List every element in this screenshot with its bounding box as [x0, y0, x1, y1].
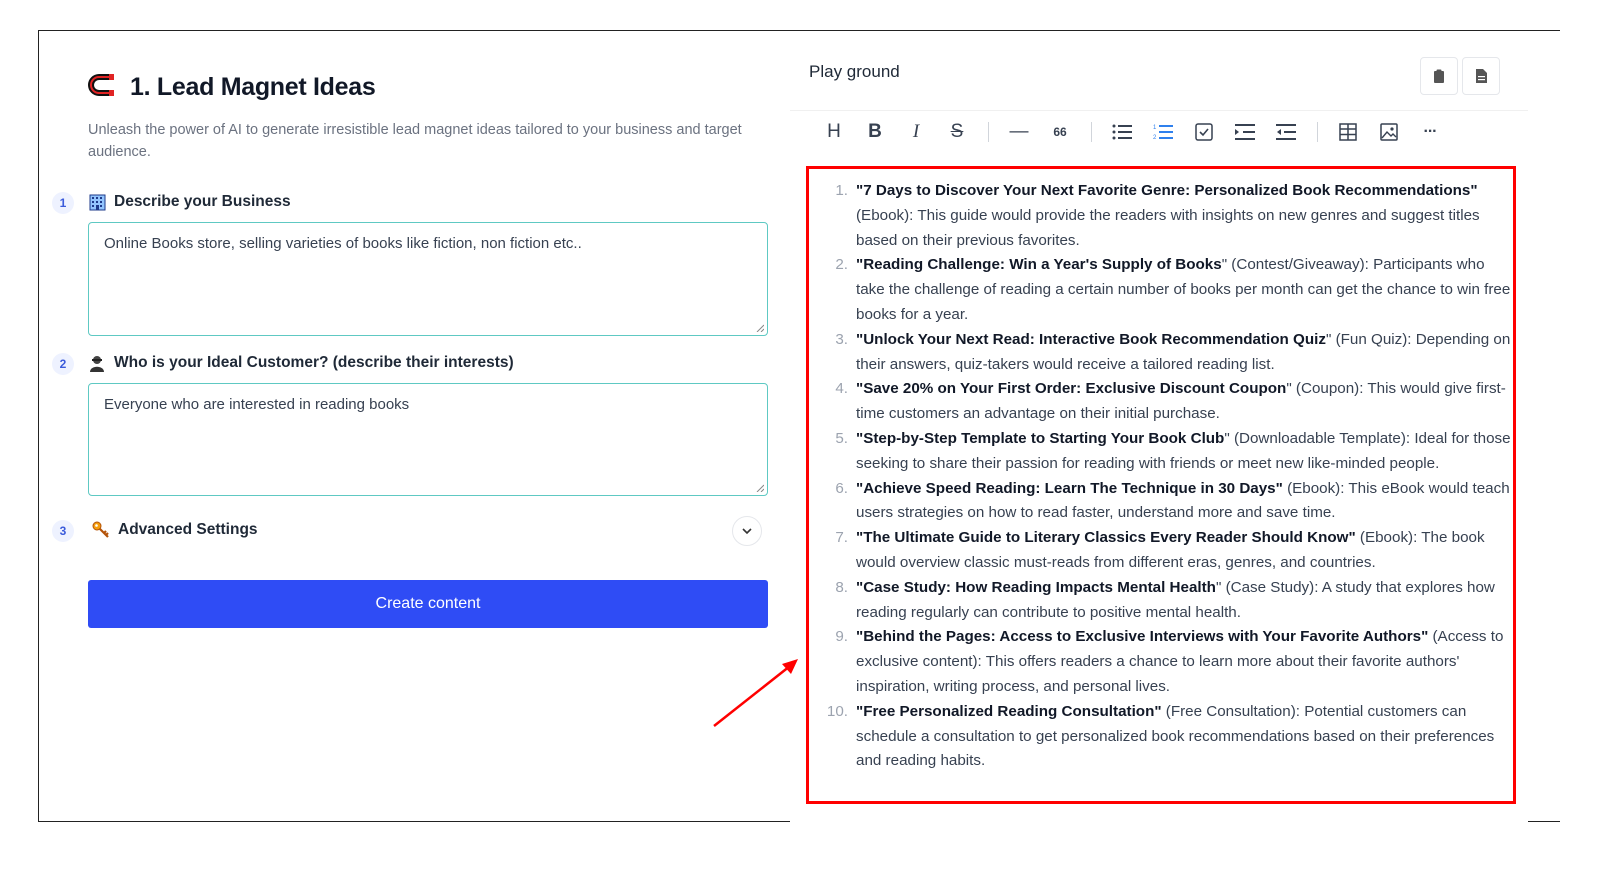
outdent-icon[interactable]: [1270, 116, 1302, 148]
step-number: 2: [52, 353, 74, 375]
resize-grip-icon[interactable]: [756, 484, 764, 492]
list-item-number: 8.: [835, 578, 848, 596]
list-item-number: 1.: [835, 182, 848, 199]
playground-title: Play ground: [809, 62, 900, 81]
svg-text:1: 1: [1153, 125, 1157, 131]
playground-panel: [790, 40, 1528, 822]
list-item-number: 4.: [835, 380, 848, 398]
list-item-number: 5.: [835, 429, 848, 447]
create-content-button[interactable]: Create content: [88, 580, 768, 628]
document-icon: [1476, 69, 1487, 83]
strikethrough-icon[interactable]: S: [950, 121, 964, 142]
list-item-description: " (Contest/Giveaway): Participants who take the challenge of reading a certain number of books per month can get the chance to win free books for a year.: [856, 256, 1511, 323]
list-item-title: "Save 20% on Your First Order: Exclusive Discount Coupon: [856, 380, 1287, 398]
quote-icon[interactable]: 66: [1053, 125, 1067, 139]
list-item-title: "Step-by-Step Template to Starting Your Book Club: [856, 429, 1225, 447]
list-item[interactable]: [822, 576, 1512, 626]
page-subtitle: Unleash the power of AI to generate irresistible lead magnet ideas tailored to your business and target audience.: [88, 122, 742, 160]
image-icon[interactable]: [1373, 116, 1405, 148]
list-item[interactable]: [822, 526, 1512, 576]
list-item-description: (Ebook): The book would overview classic must-reads from different eras, genres, and countries.: [856, 529, 1485, 571]
list-item-number: 9.: [835, 628, 848, 646]
step-1: [52, 192, 291, 214]
toolbar-separator: [1091, 122, 1092, 142]
ideal-customer-value: Everyone who are interested in reading books: [104, 396, 410, 413]
list-item-description: (Ebook): This eBook would teach users strategies on how to read faster, understand more and save time.: [856, 479, 1510, 522]
list-item-number: 2.: [835, 256, 848, 274]
list-item[interactable]: [822, 179, 1512, 253]
editor-toolbar: [818, 116, 1455, 148]
step-label: Who is your Ideal Customer? (describe their interests): [114, 354, 514, 371]
bullet-list-icon[interactable]: [1106, 116, 1138, 148]
lead-magnet-form: [59, 70, 768, 612]
list-item[interactable]: [822, 377, 1512, 427]
list-item-description: " (Fun Quiz): Depending on their answers, quiz-takers would receive a tailored reading list.: [856, 330, 1511, 373]
list-item[interactable]: [822, 328, 1512, 378]
step-label: Describe your Business: [114, 193, 291, 210]
ideal-customer-input[interactable]: [88, 383, 768, 496]
list-item-description: " (Downloadable Template): Ideal for those seeking to share their passion for reading with friends or meet new like-minded people.: [856, 429, 1511, 472]
resize-grip-icon[interactable]: [756, 324, 764, 332]
svg-text:2: 2: [1153, 135, 1157, 141]
magnet-icon: [88, 70, 118, 105]
list-item-description: (Free Consultation): Potential customers can schedule a consultation to get personalized book recommendations based on their preferences and reading habits.: [856, 702, 1495, 770]
list-item-title: "Free Personalized Reading Consultation": [856, 702, 1162, 720]
building-icon: [88, 193, 106, 211]
list-item-title: "Case Study: How Reading Impacts Mental Health: [856, 578, 1216, 596]
italic-icon[interactable]: I: [912, 121, 920, 142]
list-item-title: "Behind the Pages: Access to Exclusive Interviews with Your Favorite Authors": [856, 628, 1429, 646]
business-description-input[interactable]: [88, 222, 768, 336]
horizontal-rule-icon[interactable]: —: [1009, 121, 1029, 142]
list-item-description: (Ebook): This guide would provide the readers with insights on new genres and suggest titles based on their previous favorites.: [856, 206, 1480, 249]
person-icon: [88, 354, 106, 372]
page-title: 1. Lead Magnet Ideas: [130, 73, 376, 101]
list-item[interactable]: [822, 700, 1512, 774]
list-item-number: 6.: [835, 479, 848, 497]
step-number: 3: [52, 520, 74, 542]
clipboard-icon: [1433, 69, 1445, 83]
step-number: 1: [52, 192, 74, 214]
list-item-number: 7.: [835, 529, 848, 547]
toolbar-separator: [988, 122, 989, 142]
generated-content-highlight: [806, 166, 1516, 804]
list-item-number: 10.: [826, 702, 848, 720]
advanced-settings-toggle[interactable]: [732, 516, 762, 546]
heading-icon[interactable]: H: [827, 121, 841, 142]
bold-icon[interactable]: B: [868, 121, 882, 142]
list-item-description: " (Coupon): This would give first-time customers an advantage on their initial purchase.: [856, 380, 1506, 423]
list-item-description: " (Case Study): A study that explores how reading regularly can contribute to positive mental health.: [856, 578, 1495, 621]
list-item[interactable]: [822, 625, 1512, 699]
title-row: [88, 70, 768, 105]
chevron-down-icon: [741, 525, 753, 537]
list-item[interactable]: [822, 427, 1512, 477]
step-label: Advanced Settings: [118, 521, 258, 538]
list-item-title: "7 Days to Discover Your Next Favorite Genre: Personalized Book Recommendations": [856, 182, 1478, 199]
task-list-icon[interactable]: [1188, 116, 1220, 148]
list-item[interactable]: [822, 477, 1512, 527]
list-item-description: (Access to exclusive content): This offers readers a chance to learn more about their favorite authors' inspiration, writing process, and personal lives.: [856, 628, 1504, 695]
export-button[interactable]: [1462, 57, 1500, 95]
list-item-title: "Achieve Speed Reading: Learn The Technique in 30 Days": [856, 479, 1283, 497]
list-item-title: "The Ultimate Guide to Literary Classics Every Reader Should Know": [856, 529, 1356, 547]
copy-button[interactable]: [1420, 57, 1458, 95]
annotation-arrow-icon: [710, 650, 810, 740]
table-icon[interactable]: [1332, 116, 1364, 148]
list-item-title: "Unlock Your Next Read: Interactive Book Recommendation Quiz: [856, 330, 1326, 348]
divider: [790, 110, 1528, 111]
business-description-value: Online Books store, selling varieties of books like fiction, non fiction etc..: [104, 235, 582, 252]
indent-icon[interactable]: [1229, 116, 1261, 148]
lead-magnet-ideas-list[interactable]: [822, 179, 1512, 774]
list-item-title: "Reading Challenge: Win a Year's Supply of Books: [856, 256, 1222, 274]
list-item[interactable]: [822, 253, 1512, 327]
step-2: [52, 353, 514, 375]
advanced-settings-row[interactable]: [59, 520, 768, 550]
list-item-number: 3.: [835, 330, 848, 348]
ordered-list-icon[interactable]: [1147, 116, 1179, 148]
key-icon: [92, 521, 110, 539]
step-3: [52, 520, 258, 542]
toolbar-separator: [1317, 122, 1318, 142]
more-icon[interactable]: ···: [1423, 123, 1437, 140]
